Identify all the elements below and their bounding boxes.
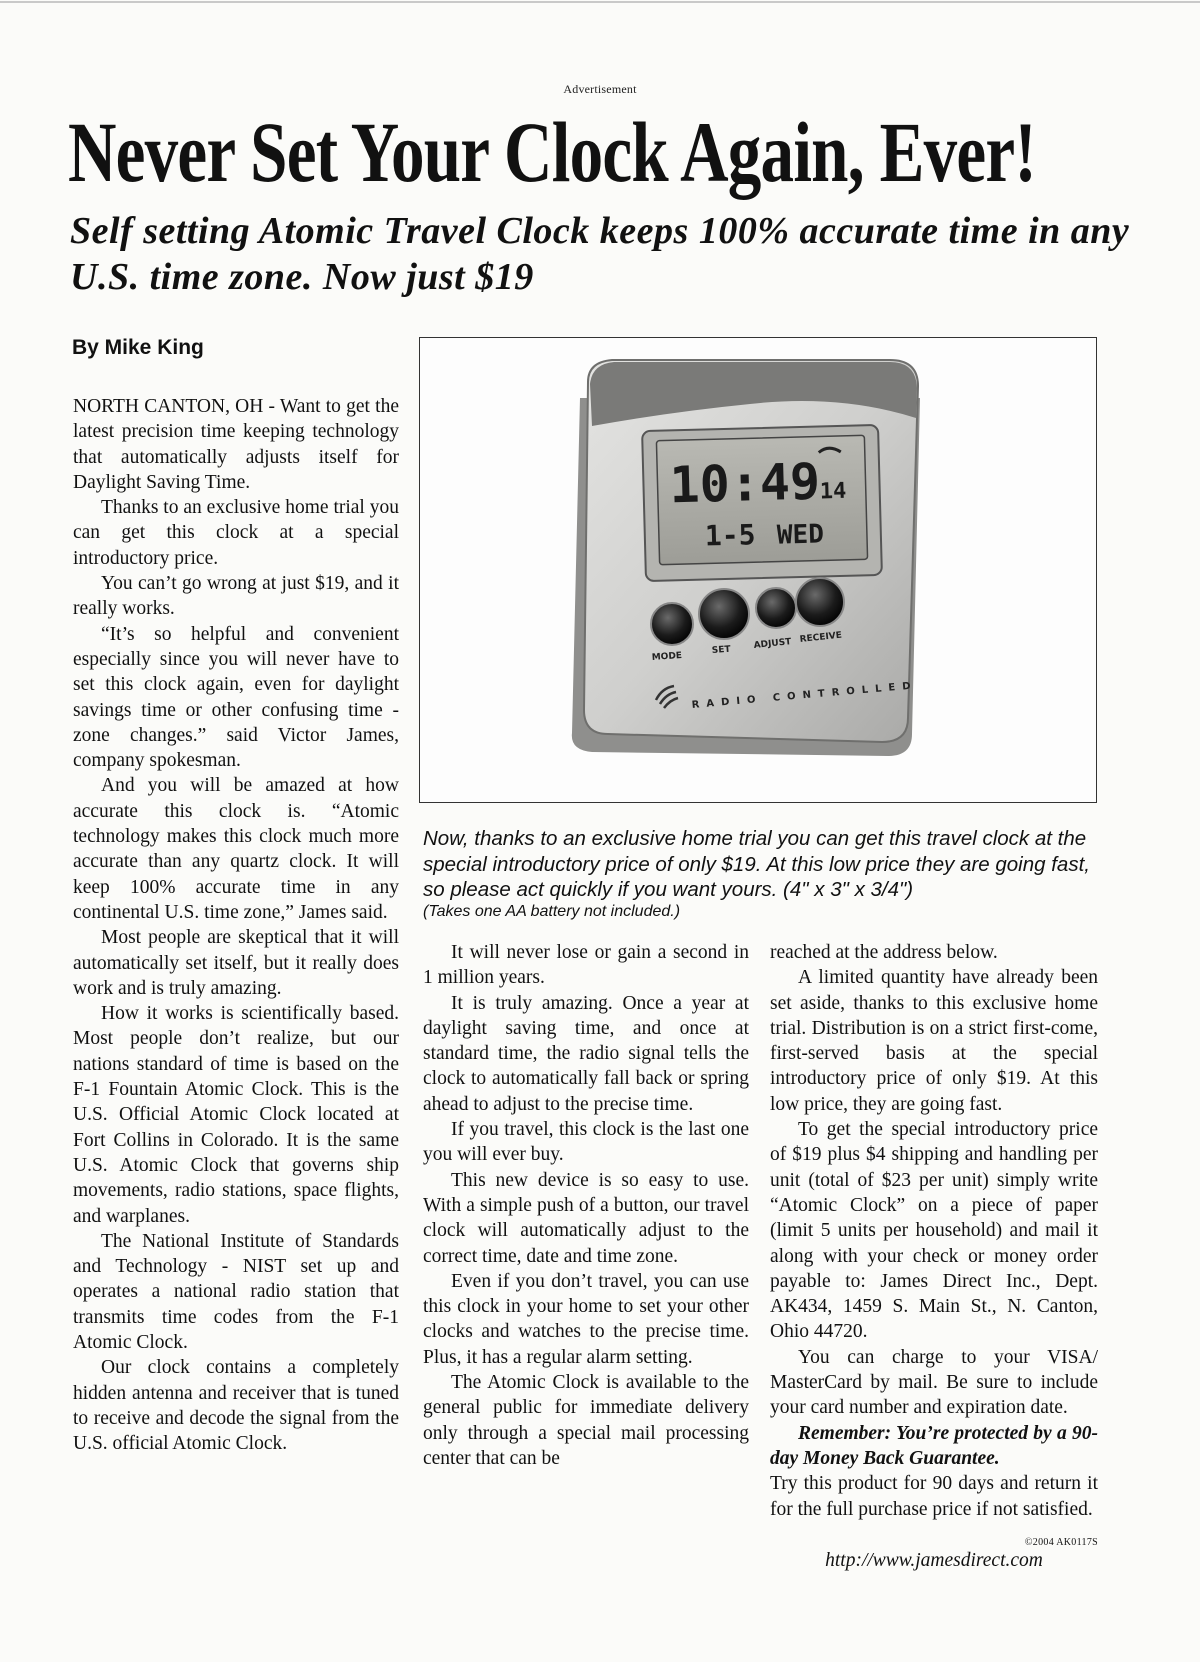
paragraph: Thanks to an exclusive home trial you can get this clock at a special introductory price. [73, 497, 399, 569]
mode-button [651, 603, 693, 645]
receive-button [796, 578, 844, 626]
paragraph: And you will be amazed at how accurate this clock is. “Atomic technology makes this clock much more accurate than any quartz clock. It will keep 100% accurate time in any continental U.S. time zone,” James said. [73, 775, 399, 923]
article-column-2 [423, 940, 749, 1471]
adjust-label: ADJUST [753, 637, 792, 651]
copyright-code: ©2004 AK0117S [1024, 1536, 1098, 1548]
paragraph: How it works is scientifically based. Most people don’t realize, but our nations standard of time is based on the F-1 Fountain Atomic Clock. This is the U.S. Official Atomic Clock located at Fort Collins in Colorado. It is the same U.S. Atomic Clock that governs ship movements, radio stations, space flights, and warplanes. [73, 1003, 399, 1227]
paragraph: Our clock contains a completely hidden antenna and receiver that is tuned to receive and decode the signal from the U.S. official Atomic Clock. [73, 1357, 399, 1455]
paragraph: “It’s so helpful and convenient especially since you will never have to set this clock again, even for daylight savings time or other confusing time - zone changes.” said Victor James, company spokesman. [73, 623, 399, 772]
brand-text: RADIO CONTROLLED [691, 680, 918, 711]
paragraph: To get the special introductory price of $19 plus $4 shipping and handling per unit (total of $23 per unit) simply write “Atomic Clock” on a piece of paper (limit 5 units per household) and mail it along with your check or money order payable to: James Direct Inc., Dept. AK434, 1459 S. Main St., N. Canton, Ohio 44720. [770, 1119, 1098, 1343]
adjust-button [756, 588, 796, 628]
paragraph: It will never lose or gain a second in 1 million years. [423, 942, 749, 989]
paragraph: It is truly amazing. Once a year at daylight saving time, and once at standard time, the radio signal tells the clock to automatically fall back or spring ahead to adjust to the precise time. [423, 992, 749, 1115]
mode-label: MODE [651, 650, 683, 663]
article-column-1 [73, 394, 399, 1456]
subheadline: Self setting Atomic Travel Clock keeps 100% accurate time in any U.S. time zone. Now just $19 [70, 210, 1130, 298]
paragraph: Even if you don’t travel, you can use this clock in your home to set your other clocks and watches to the precise time. Plus, it has a regular alarm setting. [423, 1270, 749, 1368]
photo-caption: Now, thanks to an exclusive home trial you can get this travel clock at the special introductory price of only $19. At this low price they are going fast, so please act quickly if you want yours. (4" x 3" x 3/4") [423, 827, 1090, 901]
guarantee-text [770, 1471, 1098, 1548]
lcd-day: WED [776, 519, 825, 551]
paragraph: You can’t go wrong at just $19, and it really works. [73, 573, 399, 620]
guarantee-body: Try this product for 90 days and return it for the full purchase price if not satisfied. [770, 1473, 1098, 1520]
receive-label: RECEIVE [799, 630, 843, 645]
paragraph: NORTH CANTON, OH - Want to get the latest precision time keeping technology that automatically adjusts itself for Daylight Saving Time. [73, 396, 399, 493]
top-rule [0, 1, 1200, 3]
paragraph: A limited quantity have already been set aside, thanks to this exclusive home trial. Distribution is on a strict first-come, first-served basis at the special introductory price of only $19. At this low price, they are going fast. [770, 967, 1098, 1115]
lcd-time: 10:49 [668, 452, 821, 515]
guarantee-heading: Remember: You’re protected by a 90-day Money Back Guarantee. [770, 1422, 1098, 1469]
paragraph: You can charge to your VISA/ MasterCard by mail. Be sure to include your card number and expiration date. [770, 1346, 1098, 1419]
product-photo-frame [419, 337, 1097, 803]
paragraph: The Atomic Clock is available to the general public for immediate delivery only through a special mail processing center that can be [423, 1372, 749, 1469]
lcd-seconds: 14 [819, 478, 847, 505]
set-label: SET [711, 644, 731, 656]
byline: By Mike King [72, 336, 204, 359]
lcd-date: 1-5 [704, 518, 756, 553]
set-button [699, 589, 749, 639]
paragraph: reached at the address below. [770, 942, 998, 963]
website-url[interactable]: http://www.jamesdirect.com [825, 1550, 1043, 1571]
article-column-3 [770, 940, 1098, 1555]
clock-photo [420, 338, 1096, 802]
headline: Never Set Your Clock Again, Ever! [68, 104, 1036, 200]
caption-note: (Takes one AA battery not included.) [423, 903, 681, 920]
paragraph: If you travel, this clock is the last one you will ever buy. [423, 1119, 749, 1166]
paragraph: Most people are skeptical that it will automatically set itself, but it really does work and is truly amazing. [73, 927, 399, 999]
paragraph: The National Institute of Standards and Technology - NIST set up and operates a national radio station that transmits time codes from the F-1 Atomic Clock. [73, 1230, 399, 1353]
advertisement-label: Advertisement [563, 82, 637, 96]
paragraph: This new device is so easy to use. With a simple push of a button, our travel clock will automatically adjust to the correct time, date and time zone. [423, 1169, 749, 1267]
